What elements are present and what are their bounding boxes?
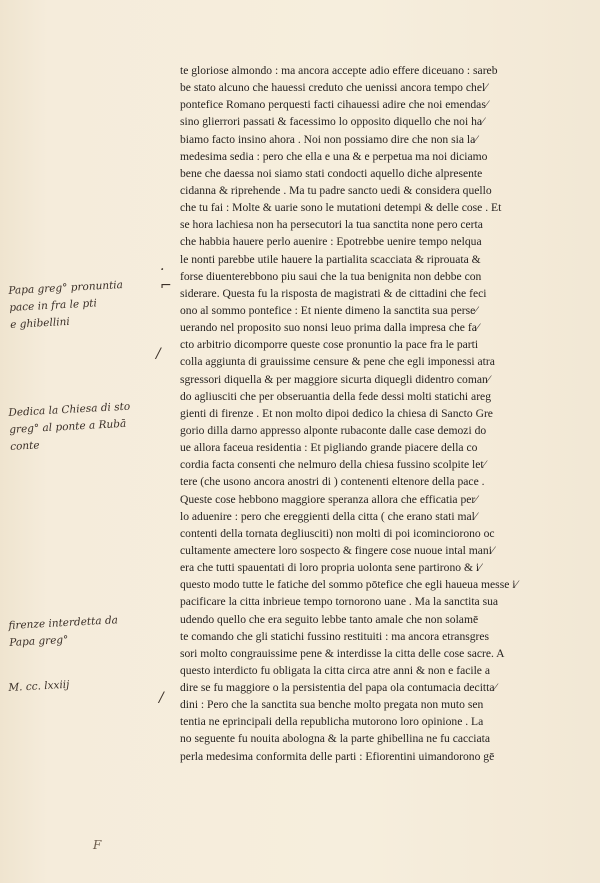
text-line: era che tutti spauentati di loro propria uolonta sene partirono & i⁄ — [180, 561, 482, 575]
text-line: cultamente amectere loro sospecto & fingere cose nuoue intal mani⁄ — [180, 543, 494, 557]
text-line: medesima sedia : pero che ella e una & e perpetua ma noi diciamo — [180, 149, 488, 163]
text-line: questo modo tutte le fatiche del sommo pōtefice che egli haueua messe i⁄ — [180, 578, 518, 592]
text-line: te gloriose almondo : ma ancora accepte adio effere diceuano : sareb — [180, 64, 498, 77]
text-line: questo interdicto fu obligata la citta circa atre anni & non e facile a — [180, 663, 490, 677]
bracket-mark: · ⌐ — [160, 262, 172, 294]
text-line: se hora lachiesa non ha persecutori la tua sanctita none pero certa — [180, 218, 483, 232]
text-line: pontefice Romano perquesti facti cihauessi adire che noi emendas⁄ — [180, 98, 488, 112]
margin-note-line: Papa greg° — [8, 633, 69, 649]
text-line: bene che daessa noi siamo stati condocti aquello diche alpresente — [180, 166, 483, 180]
margin-note-chiesa — [8, 399, 132, 456]
text-line: contenti della tornata degliusciti) non molti di poi icominciorono oc — [180, 526, 495, 540]
margin-note-line: M. cc. lxxiij — [8, 678, 70, 694]
text-line: forse diuenterebbono piu saui che la tua benignita non debbe con — [180, 269, 482, 283]
margin-note-interdetta — [8, 612, 119, 652]
margin-note-line: firenze interdetta da — [8, 614, 119, 632]
margin-note-line: pace in fra le pti — [8, 297, 98, 314]
margin-note-line: conte — [9, 439, 40, 453]
text-line: sori molto congrauissime pene & interdisse la citta delle cose sacre. A — [180, 646, 505, 660]
text-line: dire se fu maggiore o la persistentia del papa ola contumacia decitta⁄ — [180, 681, 497, 695]
text-line: ue allora faceua residentia : Et pigliando grande piacere della co — [180, 441, 478, 455]
bracket-mark: / — [156, 346, 161, 362]
text-line: tere (che usono ancora anostri di ) contenenti eltenore della pace . — [180, 475, 485, 489]
margin-note-line: e ghibellini — [9, 315, 70, 331]
text-line: cto arbitrio dicomporre queste cose pronuntio la pace fra le parti — [180, 338, 479, 352]
margin-note-line: Dedica la Chiesa di sto — [8, 400, 131, 419]
text-line: no seguente fu nouita abologna & la parte ghibellina ne fu cacciata — [180, 732, 491, 746]
text-line: colla aggiunta di grauissime censure & pene che egli imponessi atra — [180, 355, 495, 369]
text-line: uerando nel proposito suo nonsi leuo prima dalla impresa che fa⁄ — [180, 321, 479, 335]
margin-note-line: greg° al ponte a Rubā — [8, 417, 127, 436]
text-line: che tu fai : Molte & uarie sono le mutationi detempi & delle cose . Et — [180, 201, 502, 215]
text-line: sino glierrori passati & facessimo lo opposito diquello che noi ha⁄ — [180, 115, 484, 129]
main-text-block — [180, 62, 575, 765]
text-line: pacificare la citta inbrieue tempo tornorono uane . Ma la sanctita sua — [180, 595, 499, 609]
text-line: tentia ne eprincipali della republicha mutorono loro opinione . La — [180, 715, 484, 729]
text-line: cordia facta consenti che nelmuro della chiesa fussino scolpite let⁄ — [180, 458, 486, 472]
text-line: che habbia hauere perlo auenire : Epotrebbe uenire tempo nelqua — [180, 235, 482, 249]
text-line: te comando che gli statichi fussino restituiti : ma ancora etransgres — [180, 629, 490, 643]
text-line: perla medesima conformita delle parti : Efiorentini uimandorono gē — [180, 749, 495, 763]
margin-notes — [0, 0, 180, 883]
bracket-mark: / — [159, 690, 164, 706]
text-line: do agliusciti che per obseruantia della fede dessi molti statichi areg — [180, 389, 491, 403]
margin-note-line: Papa greg° pronuntia — [8, 278, 124, 297]
text-line: Queste cose hebbono maggiore speranza allora che efficatia per⁄ — [180, 492, 478, 506]
text-line: biamo facto insino ahora . Noi non possiamo dire che non sia la⁄ — [180, 132, 478, 146]
margin-note-pace — [8, 277, 125, 334]
text-line: siderare. Questa fu la risposta de magistrati & de cittadini che feci — [180, 286, 487, 300]
corner-mark: F — [93, 838, 102, 852]
text-line: gienti di firenze . Et non molto dipoi dedico la chiesa di Sancto Gre — [180, 406, 493, 420]
text-line: be stato alcuno che hauessi creduto che uenissi ancora tempo chel⁄ — [180, 81, 488, 95]
text-line: gorio dilla darno appresso alponte rubaconte dalle case demozi do — [180, 423, 487, 437]
text-line: le nonti parebbe utile hauere la partialita scacciata & riprouata & — [180, 252, 481, 266]
margin-note-date — [8, 677, 70, 697]
text-line: lo aduenire : pero che ereggienti della citta ( che erano stati mal⁄ — [180, 509, 477, 523]
text-line: dini : Pero che la sanctita sua benche molto pregata non muto sen — [180, 698, 484, 712]
text-line: sgressori diquella & per maggiore sicurta diquegli didentro coman⁄ — [180, 372, 490, 386]
text-line: ono al sommo pontefice : Et niente dimeno la sanctita sua perse⁄ — [180, 303, 478, 317]
text-line: udendo quello che era seguito lebbe tanto amale che non solamē — [180, 612, 479, 626]
text-line: cidanna & riprehende . Ma tu padre sancto uedi & considera quello — [180, 183, 492, 197]
